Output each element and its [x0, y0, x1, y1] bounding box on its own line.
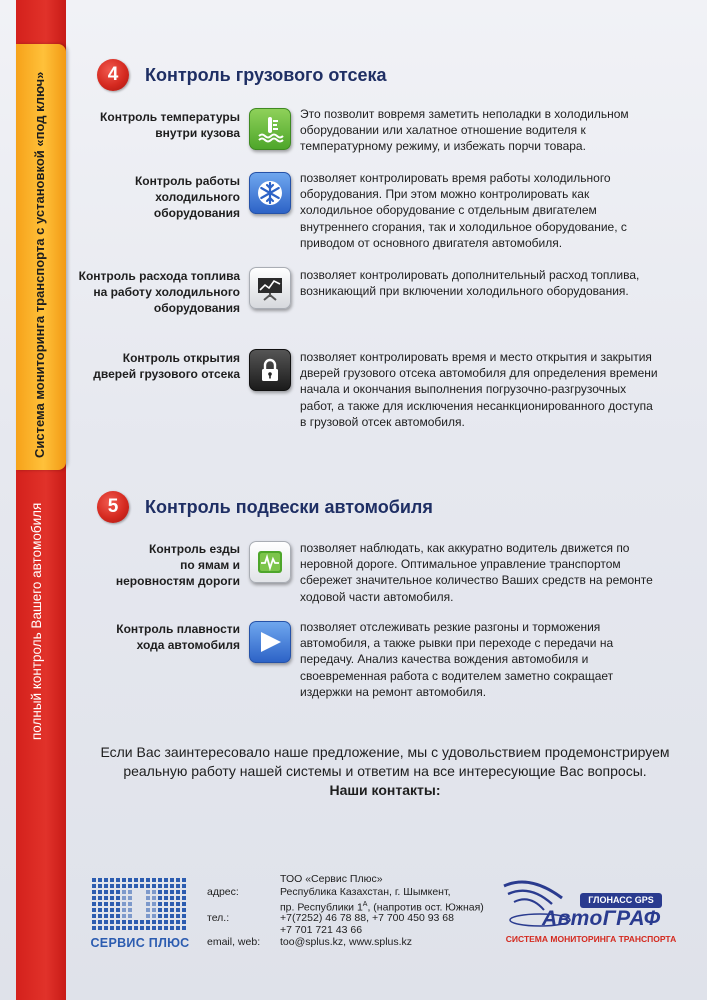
- phone-label: тел.:: [207, 912, 230, 924]
- row-label-refrigeration: Контроль работы холодильного оборудования: [134, 174, 240, 220]
- section-title: Контроль грузового отсека: [145, 64, 387, 85]
- lock-icon: [249, 349, 291, 391]
- row-desc-temperature: Это позволит вовремя заметить неполадки в холодильном оборудовании или халатное отношение водителя к температурному режиму, и избежать порчи товара.: [300, 107, 629, 154]
- address-line-1: Республика Казахстан, г. Шымкент,: [280, 886, 451, 898]
- closing-line-2: реальную работу нашей системы и ответим на все интересующие Вас вопросы.: [123, 763, 647, 779]
- email-web-link[interactable]: too@splus.kz, www.splus.kz: [280, 936, 413, 948]
- chart-board-icon: [249, 267, 291, 309]
- row-label-fuel: Контроль расхода топлива на работу холодильного оборудования: [78, 269, 240, 315]
- row-label-road: Контроль езды по ямам и неровностям дороги: [115, 542, 240, 588]
- row-label-temperature: Контроль температуры внутри кузова: [100, 110, 240, 140]
- row-label-door: Контроль открытия дверей грузового отсека: [93, 351, 240, 381]
- section-5-header: [97, 491, 433, 523]
- brand-tagline: СИСТЕМА МОНИТОРИНГА ТРАНСПОРТА: [505, 934, 677, 944]
- row-desc-road: позволяет наблюдать, как аккуратно водитель движется по неровной дороге. Оптимальное управление транспортом сбережет значительное количество Ваших средств на ремонте ходовой части автомобиля.: [300, 541, 653, 604]
- row-label-smoothness: Контроль плавности хода автомобиля: [116, 622, 240, 652]
- snowflake-icon: [249, 172, 291, 214]
- company-logo-text: СЕРВИС ПЛЮС: [90, 936, 190, 950]
- play-icon: [249, 621, 291, 663]
- contacts-heading: Наши контакты:: [329, 782, 441, 798]
- row-desc-smoothness: позволяет отслеживать резкие разгоны и торможения автомобиля, а также рывки при переходе с передачи на передачу. Анализ качества вождения автомобиля и своевременная работа с водителем заметно сокращает издержки на ремонт автомобиля.: [300, 620, 614, 699]
- address-label: адрес:: [207, 886, 239, 898]
- glonass-gps-badge: ГЛОНАСС GPS: [580, 893, 662, 908]
- row-desc-fuel: позволяет контролировать дополнительный расход топлива, возникающий при включении холодильного оборудования.: [300, 268, 640, 299]
- address-line-2: пр. Республики $1^А$, (напротив ост. Южная): [280, 901, 484, 914]
- row-desc-refrigeration: позволяет контролировать время работы холодильного оборудования. При этом можно контролировать как холодильное оборудование с отдельным двигателем внутреннего сгорания, так и холодильное оборудование, с приводом от основного двигателя автомобиля.: [300, 171, 627, 250]
- avtograf-logo: [500, 876, 680, 946]
- section-number-badge: 5: [97, 491, 129, 523]
- section-number-badge: 4: [97, 59, 129, 91]
- phone-line-2: +7 701 721 43 66: [280, 924, 363, 936]
- sidebar-red-text: полный контроль Вашего автомобиля: [29, 502, 44, 740]
- closing-line-1: Если Вас заинтересовало наше предложение, мы с удовольствием продемонстрируем: [100, 744, 670, 760]
- email-label: email, web:: [207, 936, 261, 948]
- brand-name: АвтоГРАФ: [542, 907, 661, 930]
- section-title: Контроль подвески автомобиля: [145, 496, 433, 517]
- phone-line-1: +7(7252) 46 78 88, +7 700 450 93 68: [280, 912, 454, 924]
- row-desc-door: позволяет контролировать время и место открытия и закрытия дверей грузового отсека автомобиля для определения времени начала и окончания выполнения погрузочно-разгрузочных работ, а также для исключения несанкционированного доступа в грузовой отсек автомобиля.: [300, 350, 658, 429]
- oscilloscope-icon: [249, 541, 291, 583]
- company-logo-icon: [90, 876, 190, 932]
- closing-text: [80, 743, 690, 800]
- company-name: ТОО «Сервис Плюс»: [280, 873, 383, 885]
- sidebar-orange-text: Система мониторинга транспорта с установкой «под ключ»: [32, 71, 47, 458]
- thermometer-icon: [249, 108, 291, 150]
- section-4-header: [97, 59, 386, 91]
